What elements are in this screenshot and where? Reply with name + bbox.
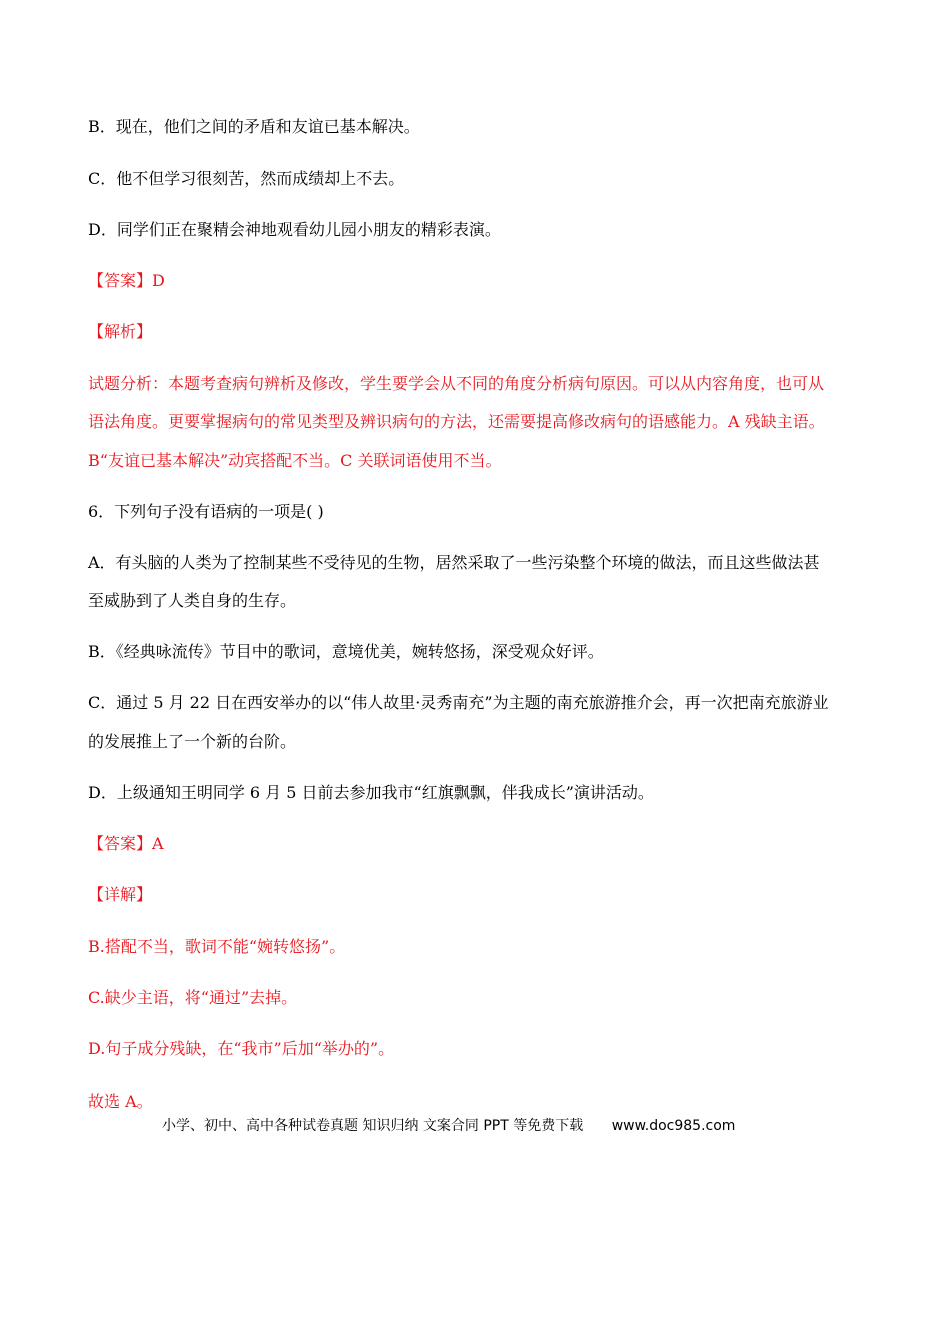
q5-option-c: C．他不但学习很刻苦，然而成绩却上不去。 bbox=[88, 169, 405, 188]
q5-analysis-line-1: 试题分析：本题考查病句辨析及修改，学生要学会从不同的角度分析病句原因。可以从内容角度，也可从 bbox=[88, 374, 825, 393]
q6-option-d: D．上级通知王明同学 6 月 5 日前去参加我市“红旗飘飘，伴我成长”演讲活动。 bbox=[88, 783, 654, 802]
q6-option-c-line-1: C．通过 5 月 22 日在西安举办的以“伟人故里·灵秀南充”为主题的南充旅游推介会，再一次把南充旅游业 bbox=[88, 693, 829, 712]
q5-analysis-line-3: B“友谊已基本解决”动宾搭配不当。C 关联词语使用不当。 bbox=[88, 451, 502, 470]
q6-answer bbox=[88, 834, 164, 854]
q5-analysis-line-2: 语法角度。更要掌握病句的常见类型及辨识病句的方法，还需要提高修改病句的语感能力。A 残缺主语。 bbox=[88, 412, 825, 431]
page-footer bbox=[162, 1116, 735, 1136]
footer-url-link[interactable]: www.doc985.com bbox=[611, 1118, 736, 1134]
q6-detail-line-3: D.句子成分残缺，在“我市”后加“举办的”。 bbox=[88, 1039, 395, 1058]
q6-question: 6．下列句子没有语病的一项是( ) bbox=[88, 502, 324, 521]
q6-option-b: B．《经典咏流传》节目中的歌词，意境优美，婉转悠扬，深受观众好评。 bbox=[88, 642, 604, 661]
q5-answer bbox=[88, 271, 165, 291]
q6-option-a-line-1: A．有头脑的人类为了控制某些不受待见的生物，居然采取了一些污染整个环境的做法，而且这些做法甚 bbox=[88, 553, 820, 572]
q6-conclusion: 故选 A。 bbox=[88, 1092, 153, 1111]
q5-analysis-label: 【解析】 bbox=[88, 322, 153, 341]
q6-detail-line-2: C.缺少主语，将“通过”去掉。 bbox=[88, 988, 298, 1007]
answer-value: A bbox=[152, 834, 164, 853]
q6-detail-label: 【详解】 bbox=[88, 885, 153, 904]
q6-option-a-line-2: 至威胁到了人类自身的生存。 bbox=[88, 591, 297, 610]
answer-value: D bbox=[152, 271, 165, 290]
footer-text: 小学、初中、高中各种试卷真题 知识归纳 文案合同 PPT 等免费下载 bbox=[162, 1118, 584, 1134]
q5-option-d: D．同学们正在聚精会神地观看幼儿园小朋友的精彩表演。 bbox=[88, 220, 501, 239]
q6-detail-line-1: B.搭配不当，歌词不能“婉转悠扬”。 bbox=[88, 937, 346, 956]
answer-label: 【答案】 bbox=[88, 271, 153, 290]
q6-option-c-line-2: 的发展推上了一个新的台阶。 bbox=[88, 732, 297, 751]
answer-label: 【答案】 bbox=[88, 834, 153, 853]
q5-option-b: B．现在，他们之间的矛盾和友谊已基本解决。 bbox=[88, 117, 420, 136]
